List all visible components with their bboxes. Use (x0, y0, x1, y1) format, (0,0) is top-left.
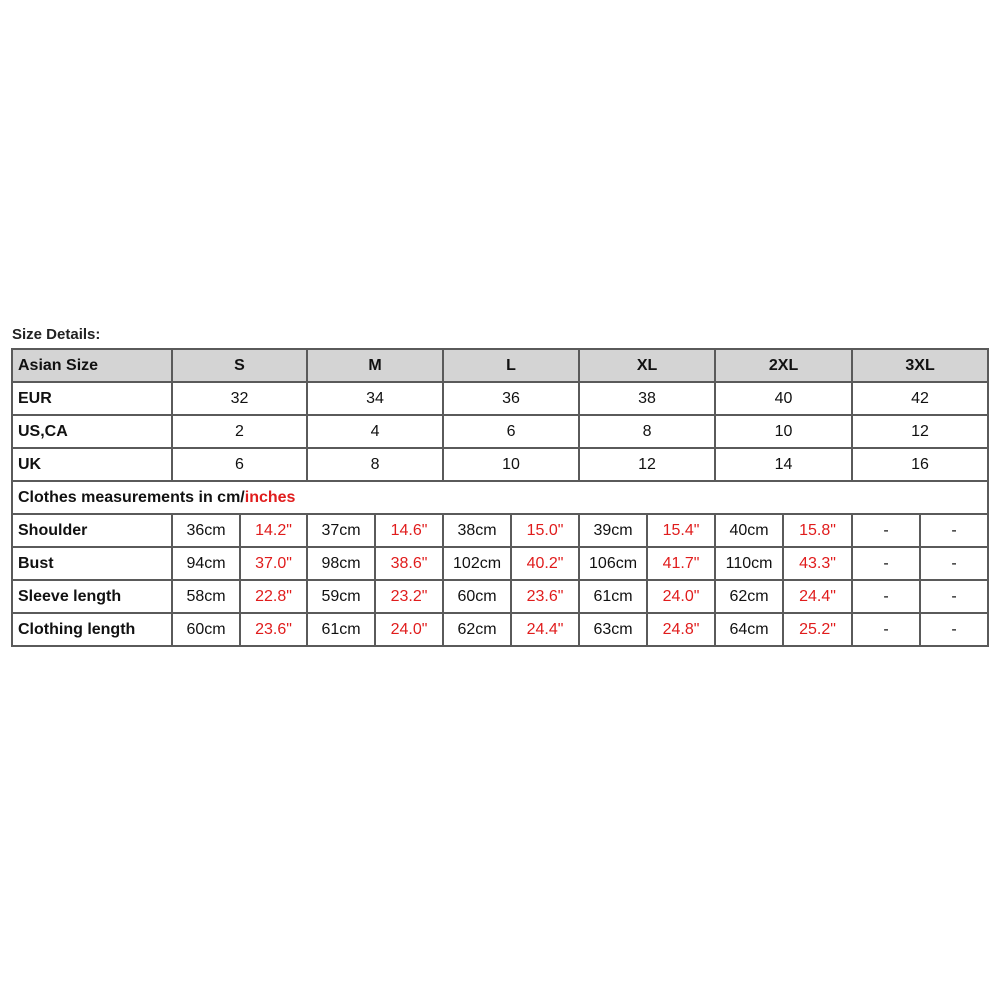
size-value: 34 (307, 382, 443, 415)
inch-value: 14.2" (240, 514, 307, 547)
cm-value: 62cm (443, 613, 511, 646)
inch-value: 37.0" (240, 547, 307, 580)
size-header-m: M (307, 349, 443, 382)
size-value: 36 (443, 382, 579, 415)
measurements-heading-prefix: Clothes measurements in cm/ (18, 488, 245, 506)
inch-value: 23.2" (375, 580, 443, 613)
inch-value: 41.7" (647, 547, 715, 580)
asian-size-header: Asian Size (12, 349, 172, 382)
inch-value: 24.0" (647, 580, 715, 613)
inch-value: - (920, 580, 988, 613)
size-header-l: L (443, 349, 579, 382)
cm-value: 59cm (307, 580, 375, 613)
measurement-row (12, 514, 988, 547)
measurements-heading-inches: inches (244, 488, 296, 506)
size-value: 10 (443, 448, 579, 481)
row-label: US,CA (12, 415, 172, 448)
cm-value: 106cm (579, 547, 647, 580)
cm-value: 39cm (579, 514, 647, 547)
size-value: 32 (172, 382, 307, 415)
size-header-3xl: 3XL (852, 349, 988, 382)
size-value: 38 (579, 382, 715, 415)
cm-value: 40cm (715, 514, 783, 547)
cm-value: 64cm (715, 613, 783, 646)
measurement-row (12, 613, 988, 646)
row-label: Clothing length (12, 613, 172, 646)
size-value: 12 (579, 448, 715, 481)
cm-value: 94cm (172, 547, 240, 580)
measurements-heading (12, 481, 988, 514)
inch-value: 15.0" (511, 514, 579, 547)
inch-value: 15.8" (783, 514, 852, 547)
cm-value: 60cm (172, 613, 240, 646)
cm-value: - (852, 613, 920, 646)
cm-value: 58cm (172, 580, 240, 613)
cm-value: - (852, 514, 920, 547)
cm-value: 60cm (443, 580, 511, 613)
cm-value: 61cm (579, 580, 647, 613)
conversion-row (12, 415, 988, 448)
size-value: 8 (579, 415, 715, 448)
cm-value: 36cm (172, 514, 240, 547)
inch-value: 24.4" (511, 613, 579, 646)
inch-value: - (920, 514, 988, 547)
size-value: 40 (715, 382, 852, 415)
inch-value: 23.6" (511, 580, 579, 613)
size-value: 16 (852, 448, 988, 481)
size-details-caption: Size Details: (12, 326, 101, 343)
size-value: 12 (852, 415, 988, 448)
size-header-s: S (172, 349, 307, 382)
size-header-xl: XL (579, 349, 715, 382)
row-label: Shoulder (12, 514, 172, 547)
cm-value: 102cm (443, 547, 511, 580)
measurement-row (12, 580, 988, 613)
cm-value: 37cm (307, 514, 375, 547)
inch-value: 24.0" (375, 613, 443, 646)
cm-value: 63cm (579, 613, 647, 646)
size-value: 2 (172, 415, 307, 448)
size-value: 10 (715, 415, 852, 448)
inch-value: 43.3" (783, 547, 852, 580)
cm-value: - (852, 580, 920, 613)
inch-value: 24.8" (647, 613, 715, 646)
row-label: EUR (12, 382, 172, 415)
conversion-row (12, 382, 988, 415)
cm-value: 62cm (715, 580, 783, 613)
header-row (12, 349, 988, 382)
size-value: 6 (172, 448, 307, 481)
inch-value: 40.2" (511, 547, 579, 580)
conversion-row (12, 448, 988, 481)
inch-value: 23.6" (240, 613, 307, 646)
inch-value: 24.4" (783, 580, 852, 613)
size-value: 4 (307, 415, 443, 448)
cm-value: 38cm (443, 514, 511, 547)
cm-value: - (852, 547, 920, 580)
inch-value: 25.2" (783, 613, 852, 646)
measurement-row (12, 547, 988, 580)
size-chart-table (11, 348, 989, 647)
inch-value: - (920, 613, 988, 646)
size-header-2xl: 2XL (715, 349, 852, 382)
inch-value: - (920, 547, 988, 580)
row-label: Sleeve length (12, 580, 172, 613)
row-label: Bust (12, 547, 172, 580)
size-value: 6 (443, 415, 579, 448)
size-value: 42 (852, 382, 988, 415)
inch-value: 15.4" (647, 514, 715, 547)
size-value: 8 (307, 448, 443, 481)
cm-value: 98cm (307, 547, 375, 580)
inch-value: 14.6" (375, 514, 443, 547)
cm-value: 110cm (715, 547, 783, 580)
row-label: UK (12, 448, 172, 481)
cm-value: 61cm (307, 613, 375, 646)
section-row (12, 481, 988, 514)
inch-value: 38.6" (375, 547, 443, 580)
inch-value: 22.8" (240, 580, 307, 613)
size-value: 14 (715, 448, 852, 481)
